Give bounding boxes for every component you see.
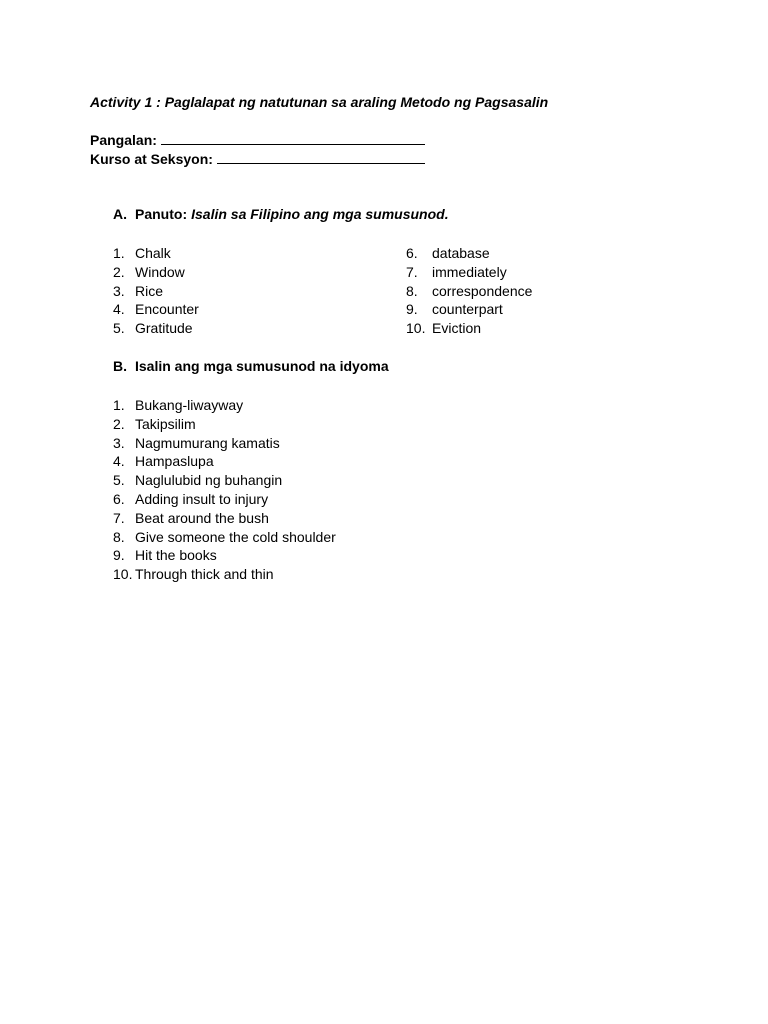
section-a-instruction: Isalin sa Filipino ang mga sumusunod.: [191, 206, 449, 222]
list-item: [113, 415, 336, 434]
item-text: Encounter: [135, 301, 199, 318]
list-item: [113, 244, 199, 263]
item-text: Gratitude: [135, 320, 193, 337]
list-item: [113, 509, 336, 528]
name-field: [90, 131, 425, 148]
course-section-field: [90, 150, 425, 167]
list-item: [113, 282, 199, 301]
section-a-heading: [113, 206, 449, 222]
list-item: [406, 319, 532, 338]
list-item: [406, 300, 532, 319]
item-number: 7.: [406, 263, 418, 280]
item-text: Chalk: [135, 245, 171, 261]
name-label: Pangalan:: [90, 132, 157, 148]
name-blank-line[interactable]: [161, 131, 425, 145]
section-b-title: Isalin ang mga sumusunod na idyoma: [135, 358, 389, 374]
item-number: 8.: [113, 528, 125, 545]
course-section-blank-line[interactable]: [217, 150, 425, 164]
item-number: 9.: [113, 547, 125, 564]
item-number: 6.: [406, 245, 418, 261]
item-text: Give someone the cold shoulder: [135, 528, 336, 545]
item-number: 3.: [113, 434, 125, 451]
item-number: 1.: [113, 397, 125, 413]
item-number: 2.: [113, 263, 125, 280]
item-text: counterpart: [432, 301, 503, 318]
course-section-label: Kurso at Seksyon:: [90, 151, 213, 167]
item-text: immediately: [432, 263, 507, 280]
section-b-heading: [113, 358, 389, 374]
list-item: [113, 528, 336, 547]
item-text: Beat around the bush: [135, 509, 269, 526]
section-a-list-left: [113, 244, 199, 338]
list-item: [406, 282, 532, 301]
item-text: Nagmumurang kamatis: [135, 434, 280, 451]
item-text: Takipsilim: [135, 415, 196, 432]
item-number: 8.: [406, 282, 418, 299]
item-text: Naglulubid ng buhangin: [135, 472, 283, 489]
item-number: 1.: [113, 245, 125, 261]
item-text: database: [432, 245, 490, 261]
section-b-list: [113, 396, 336, 584]
section-b-letter: B.: [113, 358, 127, 374]
list-item: [113, 263, 199, 282]
item-text: Rice: [135, 282, 164, 299]
item-text: Through thick and thin: [135, 566, 274, 583]
list-item: [113, 490, 336, 509]
list-item: [113, 546, 336, 565]
list-item: [406, 244, 532, 263]
item-text: Eviction: [432, 320, 482, 337]
item-number: 2.: [113, 415, 125, 432]
section-a-letter: A.: [113, 206, 127, 222]
list-item: [113, 396, 336, 415]
section-a-list-right: [406, 244, 532, 338]
item-text: Hampaslupa: [135, 453, 214, 470]
list-item: [113, 434, 336, 453]
list-item: [113, 300, 199, 319]
activity-title: Activity 1 : Paglalapat ng natutunan sa araling Metodo ng Pagsasalin: [90, 94, 549, 110]
item-number: 7.: [113, 509, 125, 526]
item-number: 4.: [113, 301, 125, 318]
item-text: Adding insult to injury: [135, 490, 269, 507]
list-item: [113, 452, 336, 471]
item-text: Window: [135, 263, 185, 280]
section-a-label: Panuto:: [135, 206, 188, 222]
list-item: [113, 565, 336, 584]
item-text: Hit the books: [135, 547, 217, 564]
item-number: 6.: [113, 490, 125, 507]
item-text: correspondence: [432, 282, 533, 299]
item-number: 10.: [113, 566, 133, 583]
list-item: [113, 319, 199, 338]
item-number: 10.: [406, 320, 426, 337]
item-number: 3.: [113, 282, 125, 299]
item-number: 9.: [406, 301, 418, 318]
item-text: Bukang-liwayway: [135, 397, 244, 413]
item-number: 5.: [113, 320, 125, 337]
list-item: [113, 471, 336, 490]
list-item: [406, 263, 532, 282]
item-number: 5.: [113, 472, 125, 489]
item-number: 4.: [113, 453, 125, 470]
